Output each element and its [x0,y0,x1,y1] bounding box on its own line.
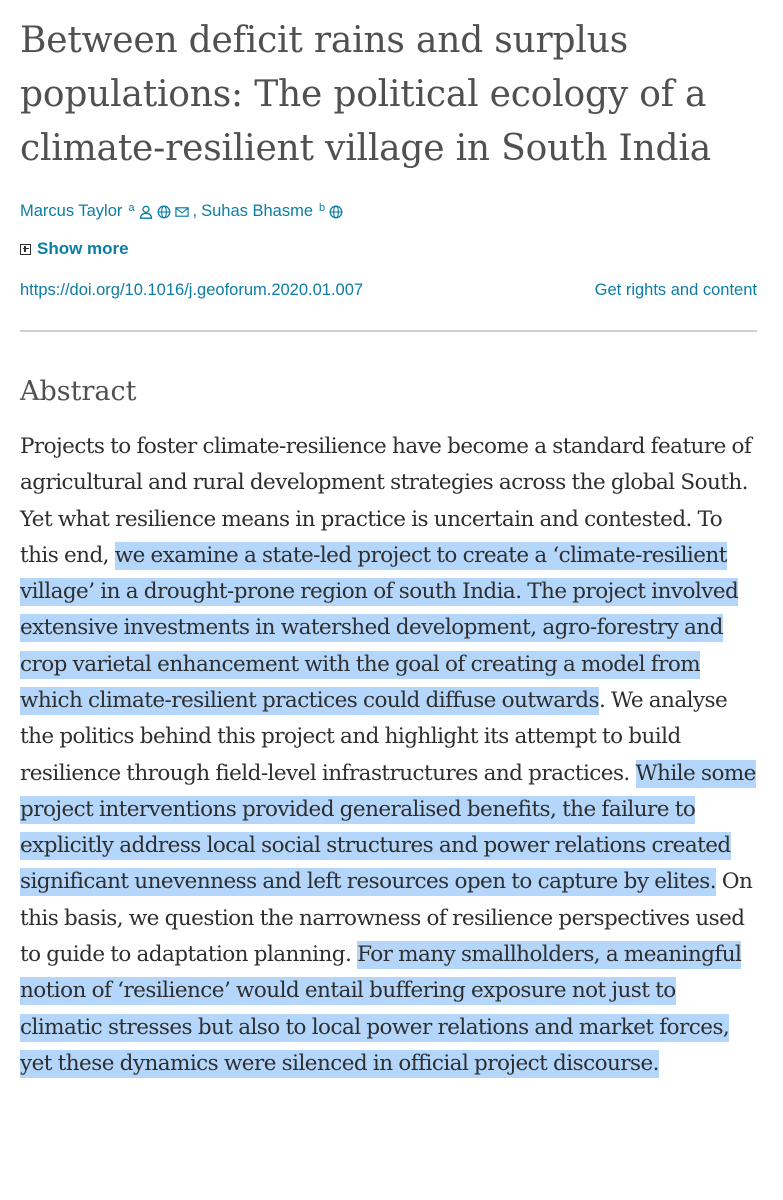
envelope-icon[interactable] [175,205,189,219]
abstract-highlight: While some project interventions provided generalised benefits, the failure to explicitly address local social structures and power relations created significant unevenness and left resources open to capture by elites. [20,760,756,895]
show-more-label: Show more [37,239,129,258]
globe-icon[interactable] [329,205,343,219]
section-divider [20,330,757,332]
author-affiliation-a[interactable]: a [128,201,135,214]
abstract-heading: Abstract [20,375,137,407]
abstract-highlight: we examine a state-led project to create a ‘climate-resilient village’ in a drought-prone region of south India. The project involved extensive investments in watershed development, agro-forestry and crop varietal enhancement with the goal of creating a model from which climate-resilient practices could diffuse outwards [20,542,739,713]
author-list [20,202,757,221]
abstract-text [20,429,757,1082]
abstract-highlight: For many smallholders, a meaningful notion of ‘resilience’ would entail buffering exposure not just to climatic stresses but also to local power relations and market forces, yet these dynamics were silenced in official project discourse. [20,942,742,1076]
article-page [20,14,757,1104]
doi-link[interactable]: https://doi.org/10.1016/j.geoforum.2020.01.007 [20,281,364,299]
globe-icon[interactable] [157,205,171,219]
author-affiliation-b[interactable]: b [319,201,326,214]
person-icon[interactable] [139,205,153,219]
article-links [20,281,757,300]
plus-box-icon [20,244,31,255]
abstract-segment: . We analyse the politics behind this project and highlight its attempt to build resilience through field-level infrastructures and practices. [20,687,728,786]
get-rights-link[interactable]: Get rights and content [594,281,757,299]
abstract-segment: On this basis, we question the narrowness of resilience perspectives used to guide to adaptation planning. [20,869,753,968]
author-separator: , [192,202,198,220]
author-name-bhasme[interactable]: Suhas Bhasme [201,202,314,220]
show-more-button[interactable] [20,239,757,259]
author-name-taylor[interactable]: Marcus Taylor [20,202,123,220]
article-title: Between deficit rains and surplus populations: The political ecology of a climate-resilient village in South India [20,20,711,169]
abstract-segment: Projects to foster climate-resilience have become a standard feature of agricultural and rural development strategies across the global South. Yet what resilience means in practice is uncertain and contested. To this end, [20,433,752,568]
